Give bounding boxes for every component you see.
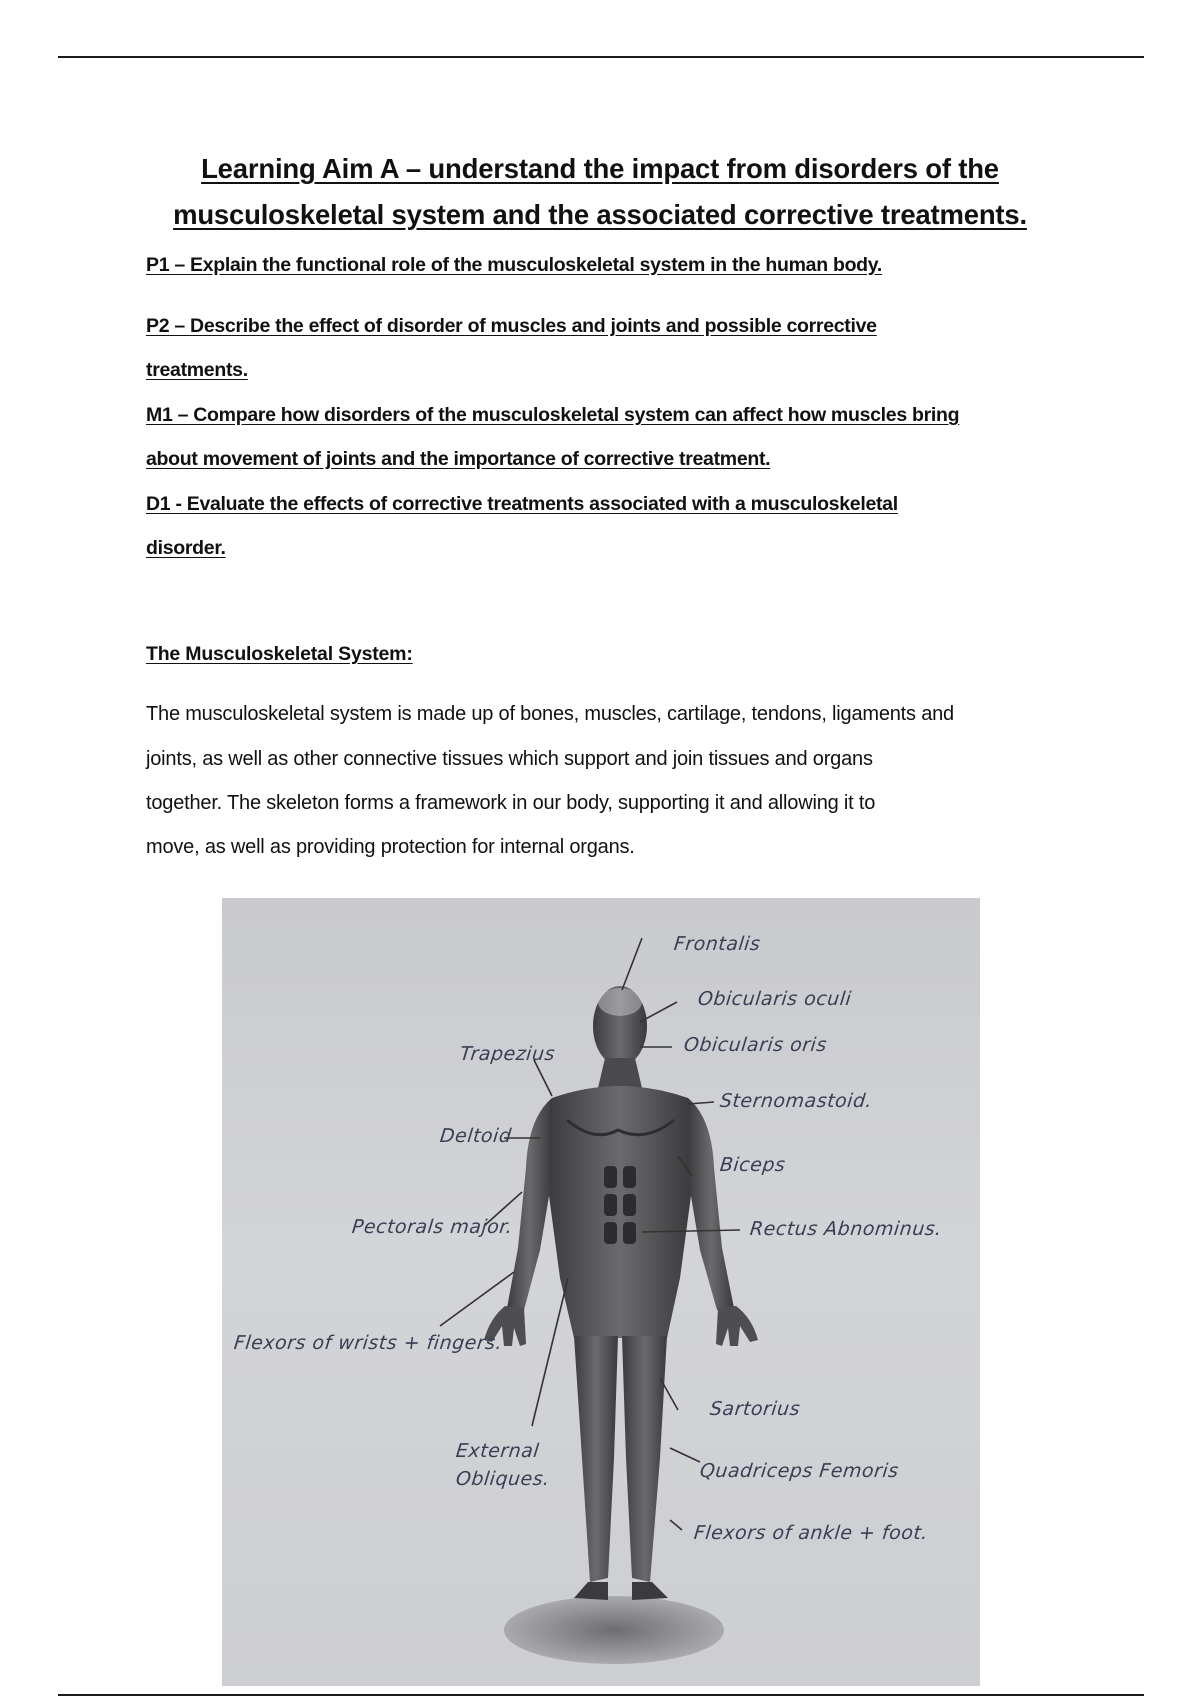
paragraph-line-3: together. The skeleton forms a framework in our body, supporting it and allowing it to <box>146 792 876 814</box>
label-rectus-abnominus: Rectus Abnominus. <box>748 1218 943 1240</box>
title-line-1: Learning Aim A – understand the impact from disorders of the <box>201 153 999 184</box>
figure-left-arm <box>507 1098 552 1310</box>
floor-shadow <box>504 1596 724 1664</box>
criterion-d1-line-2: disorder. <box>146 537 226 559</box>
label-frontalis: Frontalis <box>672 933 762 955</box>
header-rule <box>58 56 1144 58</box>
title-line-2: musculoskeletal system and the associated corrective treatments. <box>173 199 1027 230</box>
page-title <box>100 146 1100 238</box>
label-flexors-wrists: Flexors of wrists + fingers. <box>232 1332 504 1354</box>
label-quadriceps-femoris: Quadriceps Femoris <box>698 1460 900 1482</box>
muscle-diagram <box>222 898 980 1686</box>
label-external-obliques-2: Obliques. <box>454 1468 551 1490</box>
criterion-m1-line-1: M1 – Compare how disorders of the musculoskeletal system can affect how muscles bring <box>146 404 960 426</box>
figure-right-leg <box>622 1336 667 1582</box>
section-heading: The Musculoskeletal System: <box>146 643 413 665</box>
footer-rule <box>58 1694 1144 1696</box>
label-external-obliques-1: External <box>454 1440 541 1462</box>
paragraph-line-4: move, as well as providing protection for internal organs. <box>146 836 635 858</box>
label-obicularis-oculi: Obicularis oculi <box>696 988 853 1010</box>
label-sternomastoid: Sternomastoid. <box>718 1090 874 1112</box>
label-flexors-ankle: Flexors of ankle + foot. <box>692 1522 930 1544</box>
criterion-p1: P1 – Explain the functional role of the musculoskeletal system in the human body. <box>146 254 883 276</box>
criterion-d1-line-1: D1 - Evaluate the effects of corrective treatments associated with a musculoskeletal <box>146 493 898 515</box>
criterion-p2-line-1: P2 – Describe the effect of disorder of muscles and joints and possible corrective <box>146 315 877 337</box>
muscle-figure-drawing <box>222 898 980 1686</box>
criterion-m1-line-2: about movement of joints and the importance of corrective treatment. <box>146 448 771 470</box>
figure-left-leg <box>574 1336 618 1582</box>
label-sartorius: Sartorius <box>708 1398 802 1420</box>
paragraph-line-1: The musculoskeletal system is made up of bones, muscles, cartilage, tendons, ligaments and <box>146 703 954 725</box>
label-trapezius: Trapezius <box>458 1043 557 1065</box>
figure-right-arm <box>688 1098 734 1310</box>
label-deltoid: Deltoid <box>438 1125 513 1147</box>
criterion-p2-line-2: treatments. <box>146 359 248 381</box>
paragraph-line-2: joints, as well as other connective tissues which support and join tissues and organs <box>146 748 873 770</box>
label-pectorals-major: Pectorals major. <box>350 1216 514 1238</box>
label-obicularis-oris: Obicularis oris <box>682 1034 829 1056</box>
label-biceps: Biceps <box>718 1154 787 1176</box>
